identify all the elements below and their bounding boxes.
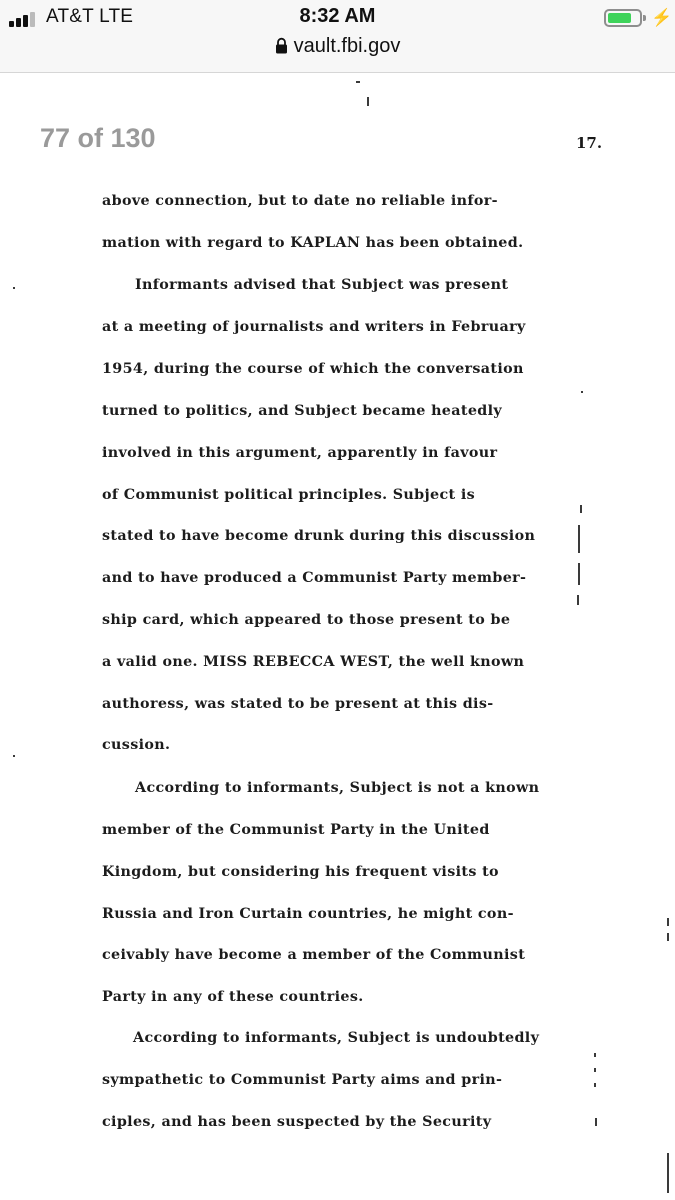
carrier-label: AT&T LTE: [46, 6, 134, 27]
status-bar: [0, 0, 675, 73]
document-text-line: 1954, during the course of which the conversation: [102, 361, 524, 377]
battery-icon: [604, 9, 642, 27]
document-text-line: turned to politics, and Subject became heatedly: [102, 403, 503, 419]
document-text-line: According to informants, Subject is undoubtedly: [133, 1030, 540, 1046]
status-time: 8:32 AM: [299, 5, 376, 27]
document-text-line: and to have produced a Communist Party member-: [102, 570, 527, 586]
page-counter: 77 of 130: [40, 123, 156, 153]
lock-icon: [275, 37, 288, 60]
document-text-line: Party in any of these countries.: [102, 989, 364, 1005]
document-text-line: ceivably have become a member of the Communist: [102, 947, 526, 963]
document-text-line: at a meeting of journalists and writers in February: [102, 319, 526, 335]
document-text-line: member of the Communist Party in the United: [102, 822, 490, 838]
document-page-number: 17.: [576, 134, 603, 152]
document-text-line: According to informants, Subject is not a known: [135, 780, 540, 796]
document-text-line: Russia and Iron Curtain countries, he might con-: [102, 906, 514, 922]
document-text-line: above connection, but to date no reliable infor-: [102, 193, 498, 209]
document-text-line: sympathetic to Communist Party aims and prin-: [102, 1072, 503, 1088]
document-text-line: of Communist political principles. Subject is: [102, 487, 476, 503]
address-bar[interactable]: [0, 35, 675, 60]
document-text-line: Informants advised that Subject was present: [135, 277, 509, 293]
document-text-line: involved in this argument, apparently in favour: [102, 445, 498, 461]
document-text-line: cussion.: [102, 737, 171, 753]
charging-bolt-icon: ⚡: [651, 8, 673, 27]
battery-level: [608, 13, 631, 23]
url-text: vault.fbi.gov: [293, 35, 401, 57]
document-text-line: ship card, which appeared to those present to be: [102, 612, 511, 628]
document-text-line: Kingdom, but considering his frequent visits to: [102, 864, 499, 880]
document-text-line: a valid one. MISS REBECCA WEST, the well known: [102, 654, 525, 670]
document-text-line: ciples, and has been suspected by the Security: [102, 1114, 492, 1130]
document-text-line: stated to have become drunk during this discussion: [102, 528, 536, 544]
document-text-line: authoress, was stated to be present at this dis-: [102, 696, 494, 712]
document-text-line: mation with regard to KAPLAN has been obtained.: [102, 235, 524, 251]
document-page[interactable]: [0, 73, 675, 1200]
